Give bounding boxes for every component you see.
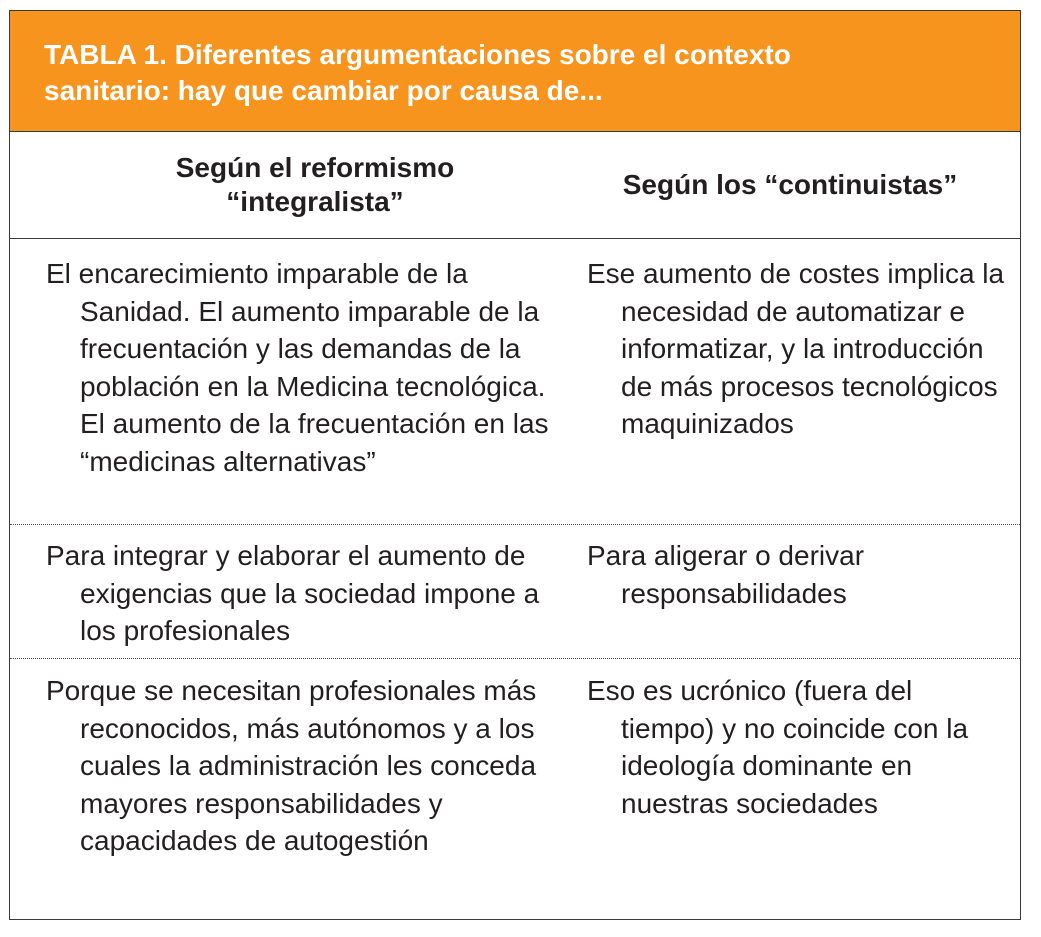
column-header-integralista [70, 132, 560, 237]
table-cell-integralista: El encarecimiento imparable de la Sanidad. El aumento imparable de la frecuentación y las demandas de la población en la Medicina tecnológica. El aumento de la frecuentación en las “medicinas alternativas” [46, 258, 549, 477]
table-row [10, 672, 1020, 902]
table-title-bar [10, 11, 1020, 132]
table-cell-continuistas: Ese aumento de costes implica la necesidad de automatizar e informatizar, y la introducción de más procesos tecnológicos maquinizados [587, 258, 1005, 439]
table-row [10, 255, 1020, 525]
column-header-continuistas: Según los “continuistas” [622, 168, 958, 200]
table-header-row [10, 132, 1020, 239]
table-cell-integralista: Porque se necesitan profesionales más reconocidos, más autónomos y a los cuales la administración les conceda mayores responsabilidades y capacidades de autogestión [46, 675, 537, 856]
table-cell-continuistas: Para aligerar o derivar responsabilidades [587, 540, 865, 609]
comparison-table [9, 10, 1021, 920]
table-title-line-2: sanitario: hay que cambiar por causa de... [44, 75, 603, 106]
table-title [44, 37, 944, 109]
column-header-integralista-line-2: “integralista” [226, 185, 404, 217]
table-title-line-1: TABLA 1. Diferentes argumentaciones sobre el contexto [44, 39, 791, 70]
table-cell-continuistas: Eso es ucrónico (fuera del tiempo) y no coincide con la ideología dominante en nuestras sociedades [587, 675, 969, 819]
column-header-integralista-line-1: Según el reformismo [175, 151, 455, 183]
table-row [10, 537, 1020, 659]
table-cell-integralista: Para integrar y elaborar el aumento de exigencias que la sociedad impone a los profesionales [46, 540, 540, 646]
